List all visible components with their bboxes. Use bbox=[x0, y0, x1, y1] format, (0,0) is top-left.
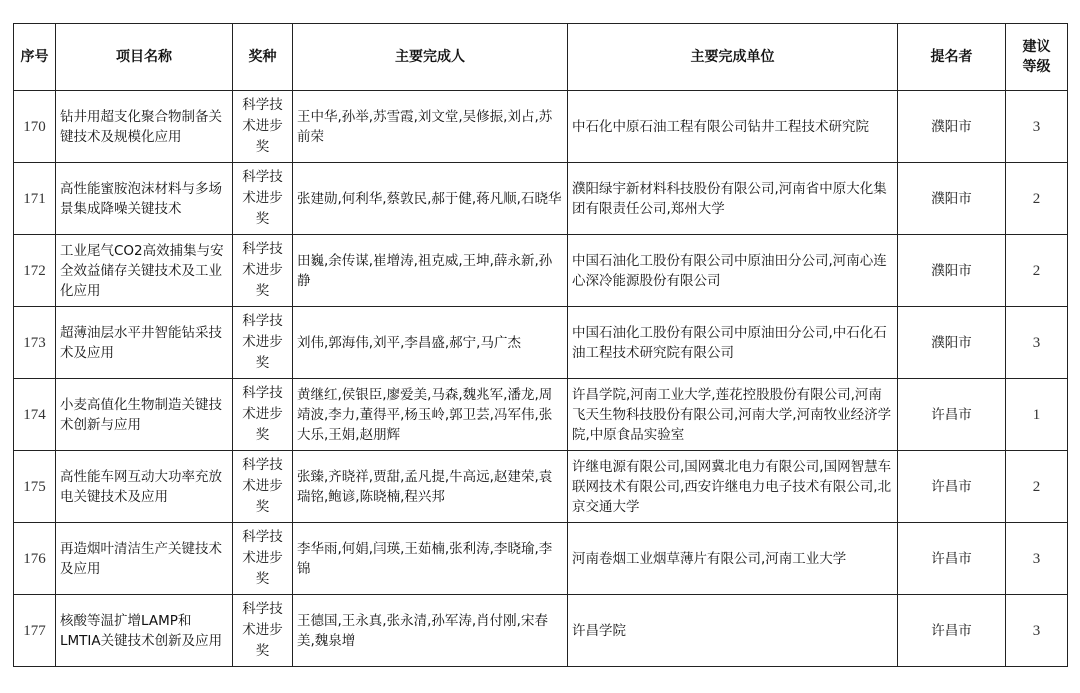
main-people-cell: 王德国,王永真,张永清,孙军涛,肖付刚,宋春美,魏泉增 bbox=[293, 595, 568, 667]
nominator-cell: 许昌市 bbox=[898, 379, 1006, 451]
project-name-cell: 再造烟叶清洁生产关键技术及应用 bbox=[56, 523, 233, 595]
main-units-cell: 中石化中原石油工程有限公司钻井工程技术研究院 bbox=[568, 91, 898, 163]
project-name-cell: 钻井用超支化聚合物制备关键技术及规模化应用 bbox=[56, 91, 233, 163]
nominator-cell: 濮阳市 bbox=[898, 163, 1006, 235]
grade-cell: 1 bbox=[1006, 379, 1068, 451]
grade-cell: 2 bbox=[1006, 235, 1068, 307]
grade-cell: 3 bbox=[1006, 307, 1068, 379]
seq-cell: 177 bbox=[14, 595, 56, 667]
seq-cell: 175 bbox=[14, 451, 56, 523]
table-row bbox=[14, 523, 1068, 595]
award-type-cell: 科学技术进步奖 bbox=[233, 307, 293, 379]
table-row bbox=[14, 235, 1068, 307]
seq-cell: 170 bbox=[14, 91, 56, 163]
seq-cell: 173 bbox=[14, 307, 56, 379]
header-seq: 序号 bbox=[14, 24, 56, 91]
main-units-cell: 许昌学院,河南工业大学,莲花控股股份有限公司,河南飞天生物科技股份有限公司,河南大学,河南牧业经济学院,中原食品实验室 bbox=[568, 379, 898, 451]
main-units-cell: 许继电源有限公司,国网冀北电力有限公司,国网智慧车联网技术有限公司,西安许继电力电子技术有限公司,北京交通大学 bbox=[568, 451, 898, 523]
table-row bbox=[14, 379, 1068, 451]
header-people: 主要完成人 bbox=[293, 24, 568, 91]
table-row bbox=[14, 451, 1068, 523]
project-name-cell: 小麦高值化生物制造关键技术创新与应用 bbox=[56, 379, 233, 451]
seq-cell: 174 bbox=[14, 379, 56, 451]
award-nomination-table bbox=[13, 23, 1068, 667]
award-table-container bbox=[13, 23, 1068, 667]
grade-cell: 2 bbox=[1006, 163, 1068, 235]
award-type-cell: 科学技术进步奖 bbox=[233, 523, 293, 595]
nominator-cell: 濮阳市 bbox=[898, 307, 1006, 379]
header-project: 项目名称 bbox=[56, 24, 233, 91]
grade-cell: 3 bbox=[1006, 523, 1068, 595]
nominator-cell: 濮阳市 bbox=[898, 235, 1006, 307]
seq-cell: 171 bbox=[14, 163, 56, 235]
header-award: 奖种 bbox=[233, 24, 293, 91]
header-grade: 建议等级 bbox=[1006, 24, 1068, 91]
main-people-cell: 张建勋,何利华,蔡敦民,郝于健,蒋凡顺,石晓华 bbox=[293, 163, 568, 235]
grade-cell: 3 bbox=[1006, 595, 1068, 667]
main-units-cell: 濮阳绿宇新材料科技股份有限公司,河南省中原大化集团有限责任公司,郑州大学 bbox=[568, 163, 898, 235]
award-type-cell: 科学技术进步奖 bbox=[233, 451, 293, 523]
nominator-cell: 濮阳市 bbox=[898, 91, 1006, 163]
main-units-cell: 许昌学院 bbox=[568, 595, 898, 667]
award-type-cell: 科学技术进步奖 bbox=[233, 91, 293, 163]
grade-cell: 2 bbox=[1006, 451, 1068, 523]
award-type-cell: 科学技术进步奖 bbox=[233, 595, 293, 667]
main-people-cell: 李华雨,何娟,闫瑛,王茹楠,张利涛,李晓瑜,李锦 bbox=[293, 523, 568, 595]
nominator-cell: 许昌市 bbox=[898, 451, 1006, 523]
nominator-cell: 许昌市 bbox=[898, 595, 1006, 667]
table-row bbox=[14, 163, 1068, 235]
header-nominator: 提名者 bbox=[898, 24, 1006, 91]
table-header-row bbox=[14, 24, 1068, 91]
project-name-cell: 超薄油层水平井智能钻采技术及应用 bbox=[56, 307, 233, 379]
table-row bbox=[14, 595, 1068, 667]
grade-cell: 3 bbox=[1006, 91, 1068, 163]
main-people-cell: 刘伟,郭海伟,刘平,李昌盛,郝宁,马广杰 bbox=[293, 307, 568, 379]
main-units-cell: 中国石油化工股份有限公司中原油田分公司,中石化石油工程技术研究院有限公司 bbox=[568, 307, 898, 379]
project-name-cell: 工业尾气CO2高效捕集与安全效益储存关键技术及工业化应用 bbox=[56, 235, 233, 307]
award-type-cell: 科学技术进步奖 bbox=[233, 235, 293, 307]
main-people-cell: 张臻,齐晓祥,贾甜,孟凡提,牛高远,赵建荣,袁瑞铭,鲍谚,陈晓楠,程兴邦 bbox=[293, 451, 568, 523]
main-units-cell: 中国石油化工股份有限公司中原油田分公司,河南心连心深冷能源股份有限公司 bbox=[568, 235, 898, 307]
header-units: 主要完成单位 bbox=[568, 24, 898, 91]
main-units-cell: 河南卷烟工业烟草薄片有限公司,河南工业大学 bbox=[568, 523, 898, 595]
project-name-cell: 高性能车网互动大功率充放电关键技术及应用 bbox=[56, 451, 233, 523]
table-row bbox=[14, 91, 1068, 163]
main-people-cell: 黄继红,侯银臣,廖爱美,马森,魏兆军,潘龙,周靖波,李力,董得平,杨玉岭,郭卫芸,冯军伟,张大乐,王娟,赵朋辉 bbox=[293, 379, 568, 451]
seq-cell: 172 bbox=[14, 235, 56, 307]
award-type-cell: 科学技术进步奖 bbox=[233, 163, 293, 235]
nominator-cell: 许昌市 bbox=[898, 523, 1006, 595]
project-name-cell: 高性能蜜胺泡沫材料与多场景集成降噪关键技术 bbox=[56, 163, 233, 235]
main-people-cell: 田巍,余传谋,崔增涛,祖克威,王坤,薛永新,孙静 bbox=[293, 235, 568, 307]
project-name-cell: 核酸等温扩增LAMP和LMTIA关键技术创新及应用 bbox=[56, 595, 233, 667]
seq-cell: 176 bbox=[14, 523, 56, 595]
award-type-cell: 科学技术进步奖 bbox=[233, 379, 293, 451]
main-people-cell: 王中华,孙举,苏雪霞,刘文堂,吴修振,刘占,苏前荣 bbox=[293, 91, 568, 163]
table-row bbox=[14, 307, 1068, 379]
